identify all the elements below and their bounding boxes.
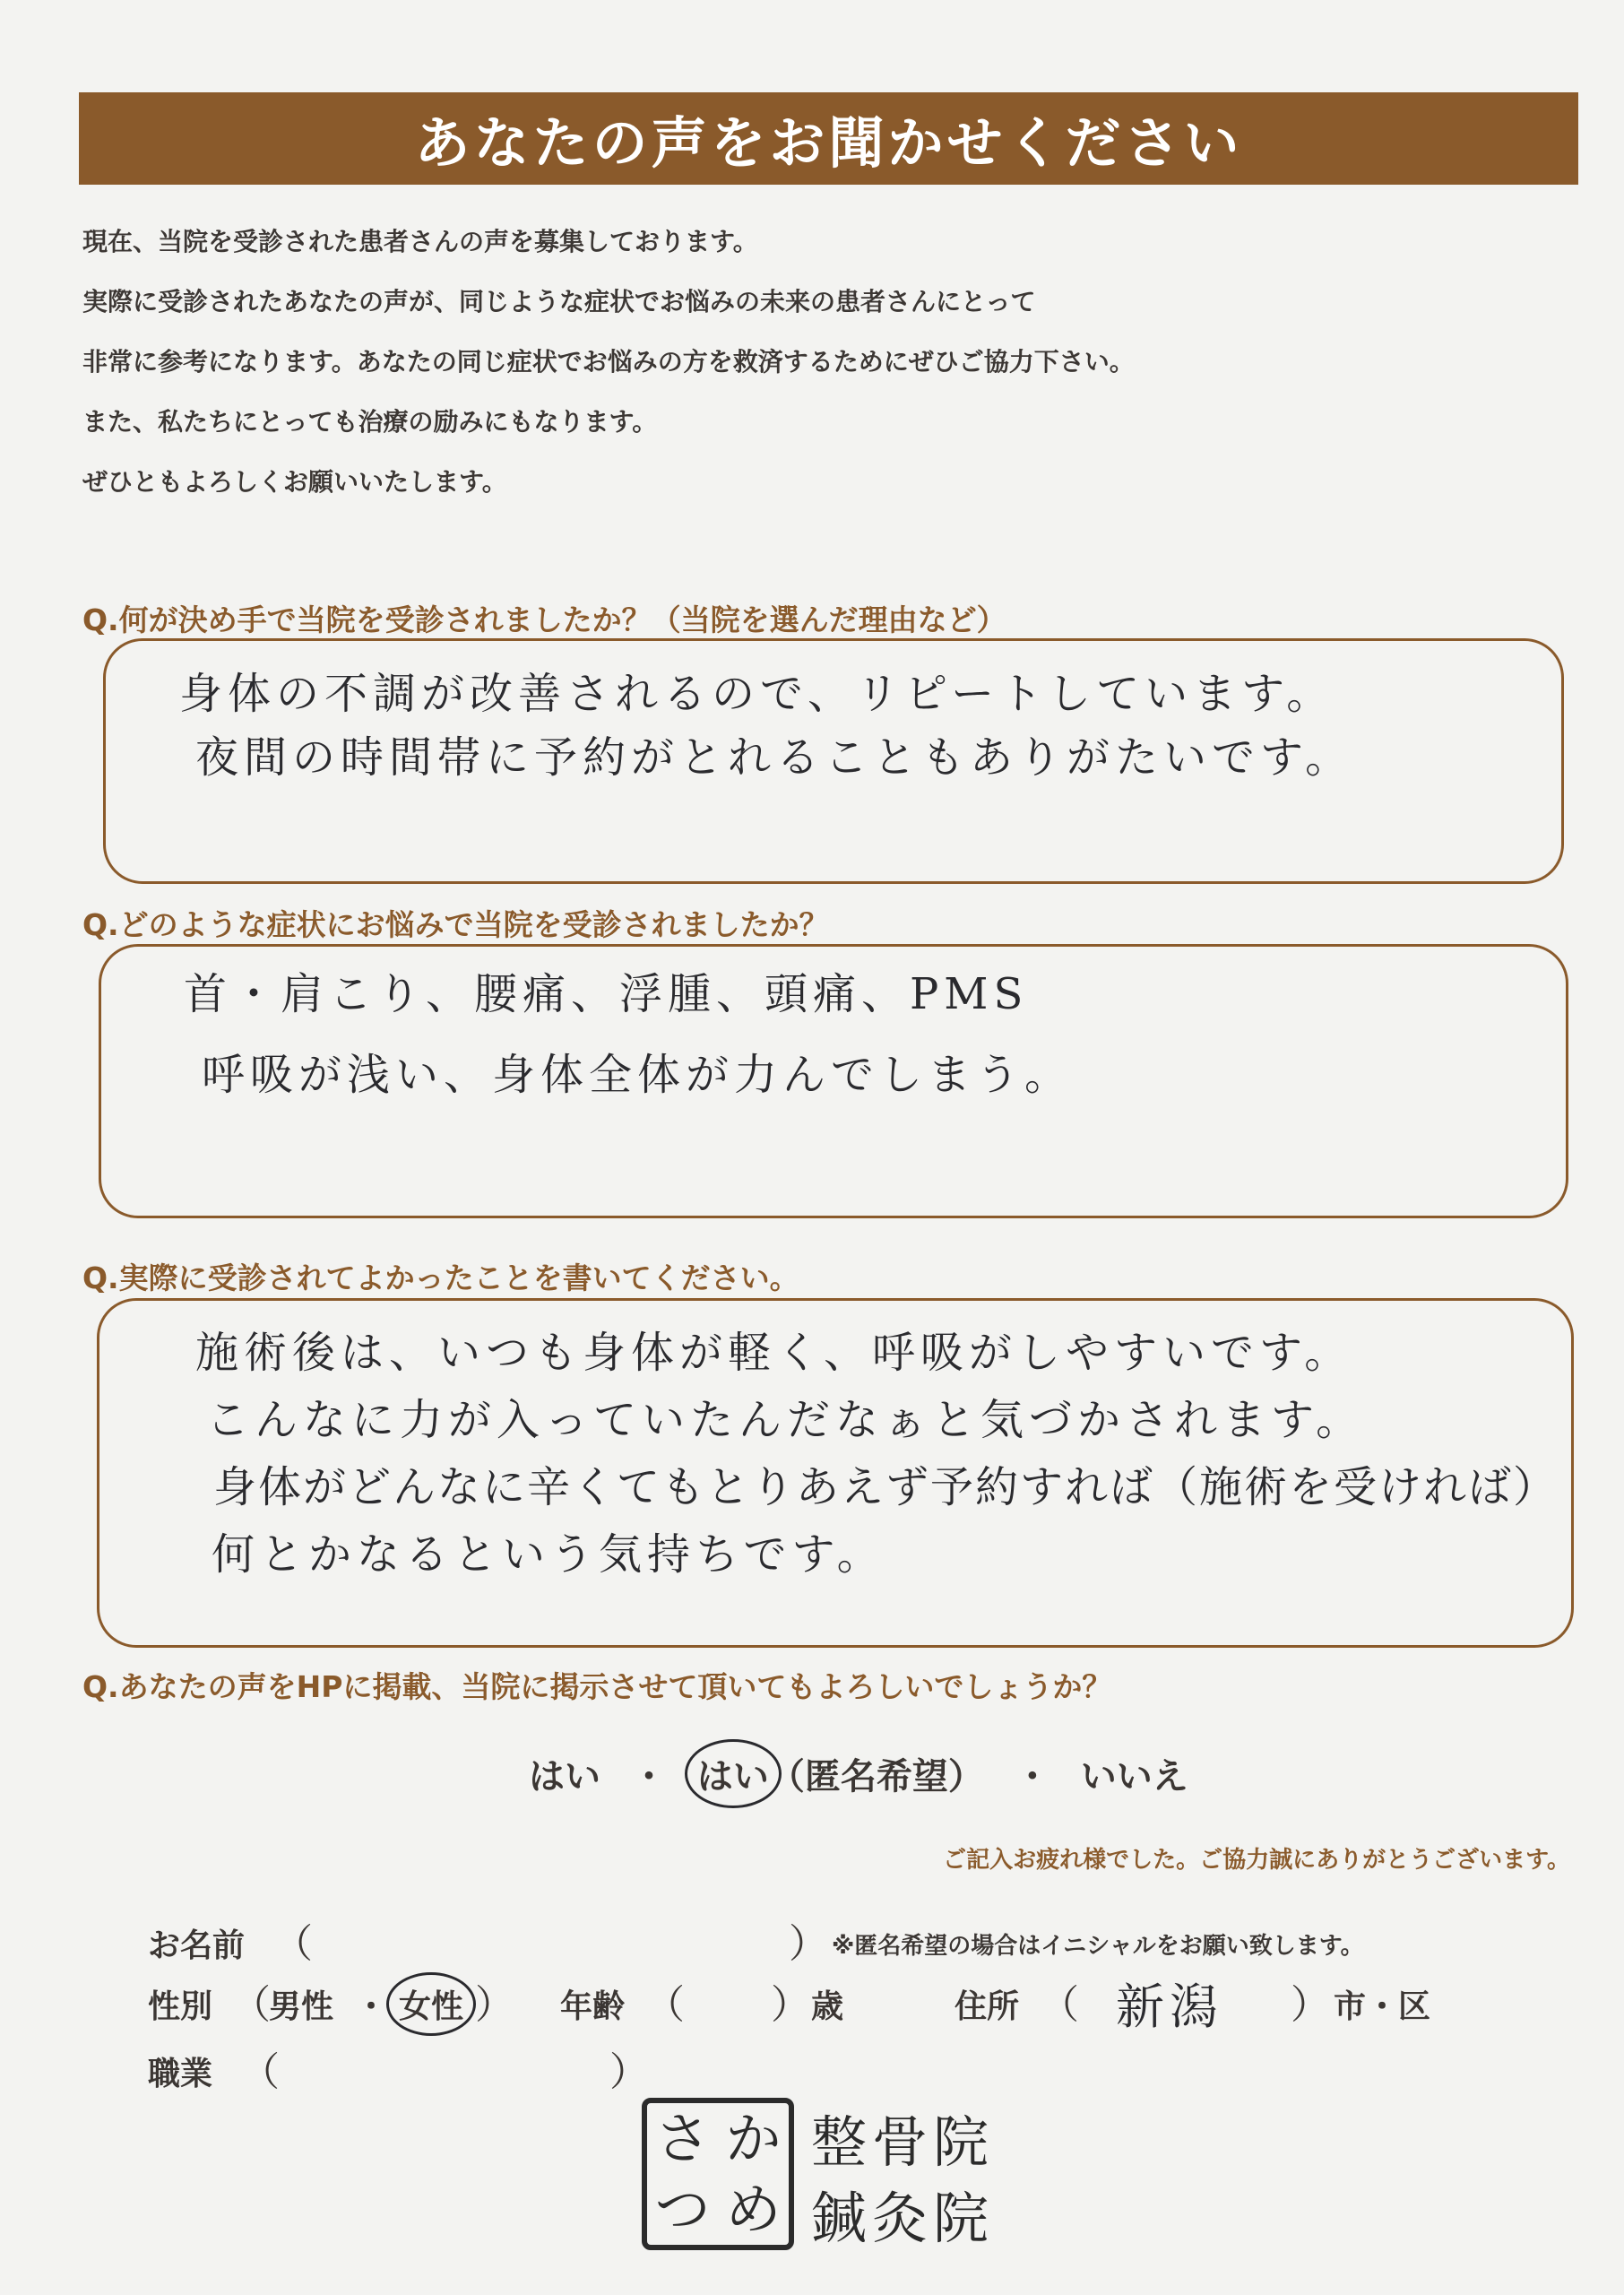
- age-unit: 歳: [811, 1988, 844, 2025]
- address-label: 住所: [955, 1988, 1020, 2025]
- name-paren-close: ）: [789, 1921, 828, 1967]
- title-banner: [79, 92, 1578, 185]
- occupation-paren-close: ）: [609, 2049, 649, 2095]
- clinic-name-line-2: 鍼灸院: [811, 2186, 995, 2251]
- occupation-paren-open: （: [240, 2049, 280, 2095]
- logo-char: つ: [654, 2176, 711, 2242]
- answer-3-line-1: 施術後は、いつも身体が軽く、呼吸がしやすいです。: [195, 1328, 1353, 1378]
- address-value: 新潟: [1116, 1979, 1223, 2035]
- answer-1-line-2: 夜間の時間帯に予約がとれることもありがたいです。: [195, 732, 1354, 783]
- address-paren-close: ）: [1291, 1982, 1330, 2028]
- logo-char: か: [725, 2105, 782, 2171]
- option-separator: ・: [1014, 1756, 1050, 1797]
- address-suffix: 市・区: [1334, 1988, 1431, 2025]
- question-4: Q.あなたの声をHPに掲載、当院に掲示させて頂いてもよろしいでしょうか？: [82, 1669, 1112, 1704]
- question-3: Q.実際に受診されてよかったことを書いてください。: [82, 1260, 799, 1295]
- age-label: 年齢: [560, 1988, 626, 2025]
- logo-char: め: [725, 2176, 782, 2242]
- option-anonymous-suffix: （匿名希望）: [768, 1756, 984, 1797]
- answer-3-line-3: 身体がどんなに辛くてもとりあえず予約すれば（施術を受ければ）: [213, 1462, 1559, 1512]
- age-paren-close: ）: [771, 1982, 810, 2028]
- gender-male-option[interactable]: 男性: [269, 1988, 334, 2025]
- intro-line: 現在、当院を受診された患者さんの声を募集しております。: [82, 227, 758, 256]
- answer-2-line-2: 呼吸が浅い、身体全体が力んでしまう。: [202, 1050, 1074, 1100]
- occupation-label: 職業: [148, 2056, 213, 2092]
- answer-3-line-4: 何とかなるという気持ちです。: [212, 1529, 885, 1580]
- page-title: あなたの声をお聞かせください: [414, 110, 1243, 176]
- thanks-message: ご記入お疲れ様でした。ご協力誠にありがとうございます。: [943, 1847, 1570, 1874]
- intro-line: 実際に受診されたあなたの声が、同じような症状でお悩みの未来の患者さんにとって: [82, 287, 1036, 316]
- gender-label: 性別: [148, 1988, 213, 2025]
- option-yes-anonymous[interactable]: [697, 1756, 984, 1797]
- intro-text: [82, 222, 1561, 523]
- answer-3-line-2: こんなに力が入っていたんだなぁと気づかされます。: [206, 1395, 1365, 1445]
- intro-line: また、私たちにとっても治療の励みにもなります。: [82, 407, 658, 437]
- gender-paren-open: （: [231, 1982, 271, 2028]
- clinic-logo-mark: [642, 2098, 794, 2250]
- name-label: お名前: [148, 1927, 246, 1964]
- intro-line: 非常に参考になります。あなたの同じ症状でお悩みの方を救済するためにぜひご協力下さい。: [82, 347, 1135, 377]
- gender-female-option[interactable]: 女性: [399, 1981, 463, 2027]
- answer-2-line-1: 首・肩こり、腰痛、浮腫、頭痛、PMS: [184, 969, 1029, 1019]
- gender-separator: ・: [355, 1988, 388, 2025]
- option-yes[interactable]: はい: [529, 1756, 600, 1797]
- consent-options: [520, 1748, 1197, 1799]
- gender-paren-close: ）: [475, 1982, 514, 2028]
- address-paren-open: （: [1040, 1982, 1079, 2028]
- name-note: ※匿名希望の場合はイニシャルをお願い致します。: [832, 1933, 1364, 1960]
- question-1: Q.何が決め手で当院を受診されましたか？（当院を選んだ理由など）: [82, 602, 1006, 637]
- question-2: Q.どのような症状にお悩みで当院を受診されましたか？: [82, 907, 829, 942]
- clinic-name-line-1: 整骨院: [811, 2109, 995, 2175]
- option-separator: ・: [630, 1756, 667, 1797]
- name-paren-open: （: [273, 1921, 313, 1967]
- selected-circle-mark: はい: [697, 1748, 769, 1799]
- option-no[interactable]: いいえ: [1080, 1756, 1188, 1797]
- logo-char: さ: [654, 2105, 711, 2171]
- intro-line: ぜひともよろしくお願いいたします。: [82, 467, 507, 497]
- age-paren-open: （: [645, 1982, 685, 2028]
- answer-1-line-1: 身体の不調が改善されるので、リピートしています。: [179, 669, 1335, 719]
